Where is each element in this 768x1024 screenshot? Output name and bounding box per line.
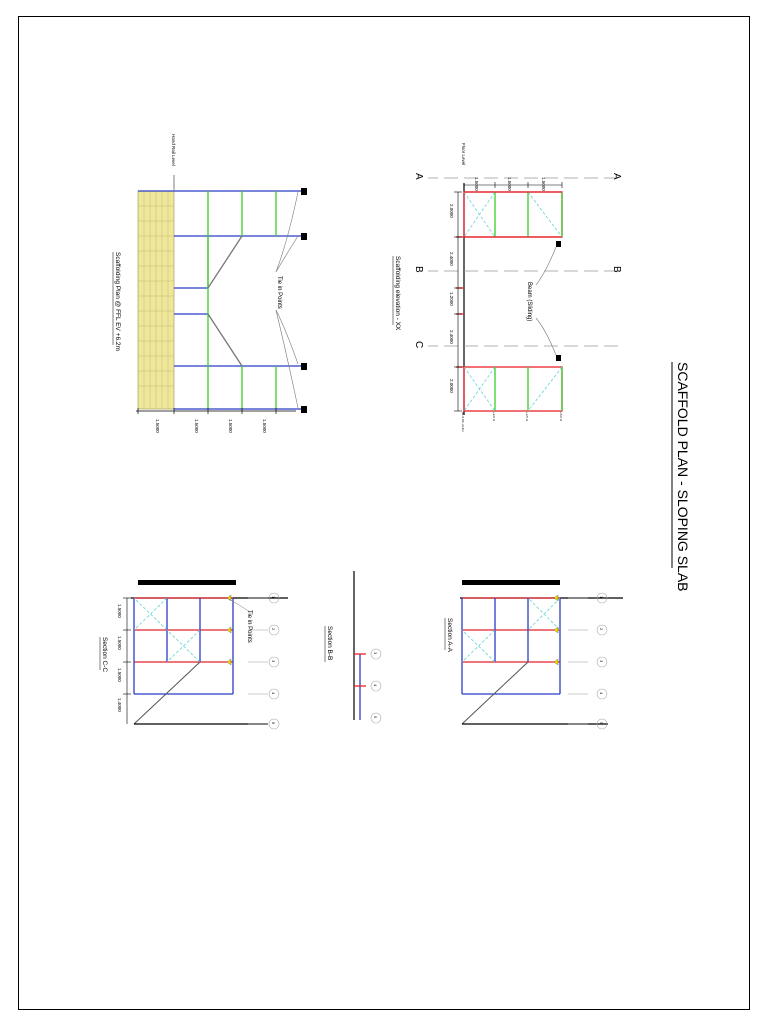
grid-label: 3 [373, 652, 378, 655]
scaffolding-elevation [393, 143, 622, 432]
plan-dim: 1.5000 [155, 419, 160, 433]
drawing-title: SCAFFOLD PLAN - SLOPING SLAB [675, 362, 691, 592]
elevation-hdim: 2.0000 [449, 204, 454, 218]
elevation-vdim: 1.5000 [507, 177, 512, 191]
plan-dim: 1.5000 [228, 419, 233, 433]
tie-anchor [301, 363, 307, 370]
section-cc-title: Section C-C [101, 637, 108, 673]
elevation-hdim: 2.4000 [449, 330, 454, 344]
section-bb-title: Section B-B [326, 626, 333, 661]
tie-anchor [301, 233, 307, 240]
elevation-hdim: 1.2000 [449, 292, 454, 306]
level-note: +5.0 m [559, 412, 563, 422]
section-aa [445, 580, 623, 729]
plan-dim: 1.5000 [194, 419, 199, 433]
elevation-vdim: 1.5000 [474, 177, 479, 191]
section-cc [100, 580, 288, 729]
section-cc-dim: 1.4000 [117, 698, 122, 712]
section-mark-a: A [413, 173, 424, 180]
level-note: +2.0 m [492, 412, 496, 422]
grid-label: 5 [373, 716, 378, 719]
plan-handrail-label: Hand Rail Level [171, 134, 176, 166]
section-cc-tie-label: Tie in Points [246, 610, 252, 643]
plan-dim: 1.5000 [262, 419, 267, 433]
section-cc-dim: 1.5000 [117, 636, 122, 650]
section-bb [325, 571, 381, 723]
handrail-deck [138, 191, 174, 409]
grid-label: 4 [271, 692, 276, 695]
grid-label: 1 [271, 596, 276, 599]
grid-label: 5 [271, 722, 276, 725]
floor-level-label: Floor Level [461, 143, 466, 166]
section-mark-b: B [413, 266, 424, 273]
beam-block [556, 355, 561, 361]
beam-block [556, 241, 561, 247]
elevation-hdim: 2.4000 [449, 252, 454, 266]
plan-title: Scaffolding Plan @ FFL EV +6.2m [114, 252, 121, 351]
grid-label: 5 [599, 722, 604, 725]
plan-tie-label: Tie in Points [276, 276, 282, 309]
section-mark-c: C [413, 341, 424, 349]
level-note: +3.5 m [525, 412, 529, 422]
tie-anchor [301, 406, 307, 413]
grid-label: 3 [599, 660, 604, 663]
level-note: RL 0.00 +6.2m [461, 412, 465, 432]
grid-label: 3 [271, 660, 276, 663]
grid-label: 2 [599, 628, 604, 631]
tie-anchor [301, 188, 307, 195]
beam-label: Beam (Sliding) [526, 282, 532, 322]
grid-label: 4 [599, 692, 604, 695]
section-cc-dim: 1.5000 [117, 604, 122, 618]
grid-label: 2 [271, 628, 276, 631]
section-mark-a: A [611, 173, 622, 180]
section-aa-title: Section A-A [446, 618, 453, 652]
section-cc-dim: 1.5000 [117, 668, 122, 682]
elevation-left-bay [464, 192, 562, 237]
elevation-right-bay [464, 367, 562, 411]
elevation-hdim: 2.0000 [449, 379, 454, 393]
elevation-title: Scaffolding elevation - XX [394, 256, 401, 331]
elevation-vdim: 1.5000 [541, 177, 546, 191]
scaffolding-plan [113, 134, 307, 433]
grid-label: 1 [599, 596, 604, 599]
section-mark-b: B [611, 266, 622, 273]
grid-label: 4 [373, 684, 378, 687]
